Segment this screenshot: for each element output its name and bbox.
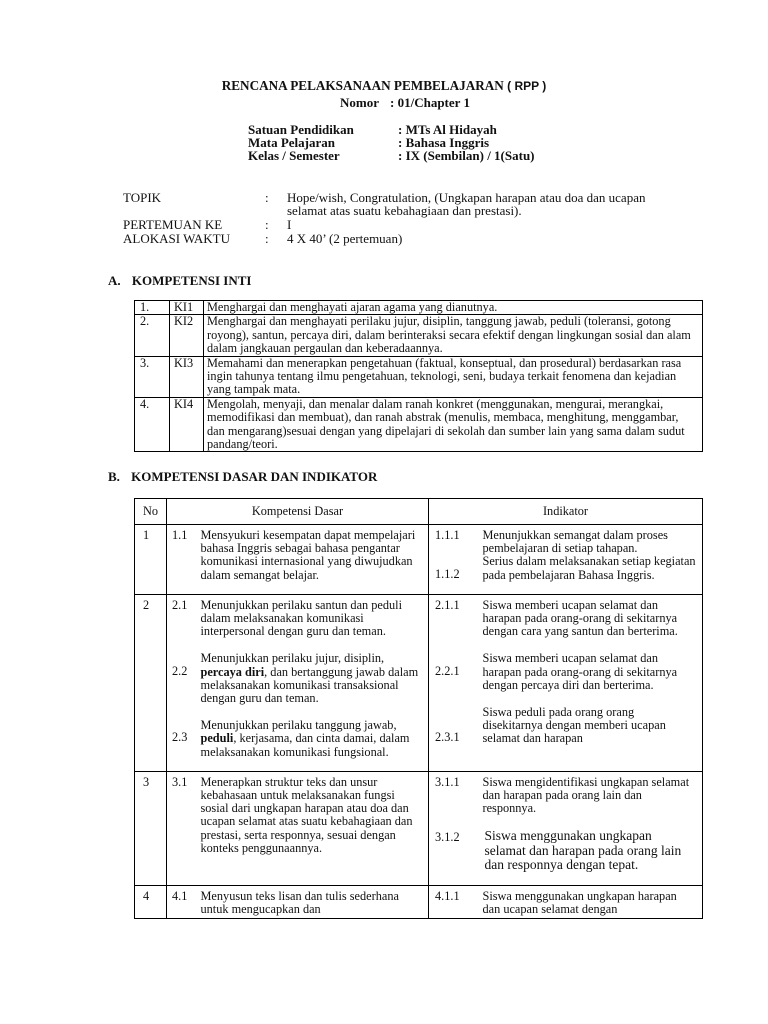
table-header-row xyxy=(135,499,703,525)
document-title xyxy=(0,79,768,93)
row-code: KI4 xyxy=(170,397,204,452)
row-number: 2. xyxy=(135,315,170,356)
indicator-texts xyxy=(479,594,703,771)
indicator-text: Serius dalam melaksanakan setiap kegiatan pada pembelajaran Bahasa Inggris. xyxy=(482,554,696,582)
header-no: No xyxy=(135,499,167,525)
title-suffix: ( RPP ) xyxy=(507,79,547,93)
indicator-texts xyxy=(479,771,703,885)
identity-row xyxy=(248,149,648,162)
indicator-number: 2.2.1 xyxy=(435,664,460,679)
indicator-texts xyxy=(479,525,703,595)
section-b-heading xyxy=(108,470,377,483)
kd-number: 3.1 xyxy=(167,771,197,885)
title-text: RENCANA PELAKSANAAN PEMBELAJARAN xyxy=(221,78,504,93)
kd-number: 1.1 xyxy=(167,525,197,595)
kd-text: Mensyukuri kesempatan dapat mempelajari bahasa Inggris sebagai bahasa pengantar komunikasi internasional yang diwujudkan dalam semangat belajar. xyxy=(197,525,429,595)
header-indikator: Indikator xyxy=(429,499,703,525)
kd-text: Menunjukkan perilaku tanggung jawab, peduli, kerjasama, dan cinta damai, dalam melaksanakan komunikasi fungsional. xyxy=(200,718,410,759)
kd-numbers xyxy=(167,594,197,771)
indicator-text: Siswa mengidentifikasi ungkapan selamat dan harapan pada orang lain dan responnya. xyxy=(482,774,690,816)
indicator-numbers xyxy=(429,594,479,771)
group-number: 2 xyxy=(135,594,167,771)
kompetensi-inti-table xyxy=(134,300,703,452)
document-number xyxy=(340,96,470,109)
indicator-text: Siswa menggunakan ungkapan harapan dan ucapan selamat dengan xyxy=(479,885,703,918)
identity-value: : Bahasa Inggris xyxy=(398,135,490,150)
row-number: 4. xyxy=(135,397,170,452)
table-row xyxy=(135,301,703,315)
kd-text: Menerapkan struktur teks dan unsur kebahasaan untuk melaksanakan fungsi sosial dari ungkapan harapan atau doa dan ucapan selamat atas suatu kebahagiaan dan prestasi, serta responnya, sesuai dengan konteks penggunaannya. xyxy=(197,771,429,885)
indicator-numbers xyxy=(429,525,479,595)
identity-label: Kelas / Semester xyxy=(248,148,340,163)
meta-value: 4 X 40’ (2 pertemuan) xyxy=(287,231,403,246)
table-row xyxy=(135,315,703,356)
row-code: KI3 xyxy=(170,356,204,397)
group-number: 4 xyxy=(135,885,167,918)
group-number: 1 xyxy=(135,525,167,595)
identity-label: Mata Pelajaran xyxy=(248,135,336,150)
row-text: Memahami dan menerapkan pengetahuan (faktual, konseptual, dan prosedural) berdasarkan rasa ingin tahunya tentang ilmu pengetahuan, teknologi, seni, budaya terkait fenomena dan kejadian yang tampak mata. xyxy=(204,356,703,397)
nomor-label: Nomor xyxy=(340,95,379,110)
indicator-text: Menunjukkan semangat dalam proses pembelajaran di setiap tahapan. xyxy=(482,528,668,556)
table-row xyxy=(135,885,703,918)
identity-label: Satuan Pendidikan xyxy=(248,122,354,137)
row-number: 3. xyxy=(135,356,170,397)
indicator-text: Siswa memberi ucapan selamat dan harapan pada orang-orang di sekitarnya dengan percaya diri dan berterima. xyxy=(482,651,678,692)
meta-value: I xyxy=(287,217,292,232)
indicator-number: 3.1.2 xyxy=(435,830,460,845)
row-text: Menghargai dan menghayati ajaran agama yang dianutnya. xyxy=(204,301,703,315)
kd-number: 2.1 xyxy=(172,597,188,612)
row-number: 1. xyxy=(135,301,170,315)
meta-label: ALOKASI WAKTU xyxy=(123,231,231,246)
kd-texts xyxy=(197,594,429,771)
indicator-text: Siswa menggunakan ungkapan selamat dan harapan pada orang lain dan responnya dengan tepat. xyxy=(484,828,682,873)
indicator-number: 1.1.1 xyxy=(435,528,460,542)
kompetensi-dasar-table xyxy=(134,498,703,919)
section-letter: A. xyxy=(108,273,121,288)
meta-block xyxy=(123,191,683,246)
group-number: 3 xyxy=(135,771,167,885)
nomor-value: : 01/Chapter 1 xyxy=(390,95,470,110)
table-row xyxy=(135,356,703,397)
section-title: KOMPETENSI INTI xyxy=(131,273,252,288)
meta-sep: : xyxy=(265,190,269,205)
kd-number: 4.1 xyxy=(167,885,197,918)
meta-row-topik xyxy=(123,191,683,218)
kd-text: Menunjukkan perilaku jujur, disiplin, percaya diri, dan bertanggung jawab dalam melaksanakan komunikasi transaksional dengan guru dan teman. xyxy=(200,651,419,706)
identity-value: : MTs Al Hidayah xyxy=(398,122,497,137)
kd-text: Menunjukkan perilaku santun dan peduli dalam melaksanakan komunikasi interpersonal dengan guru dan teman. xyxy=(200,597,402,639)
indicator-number: 2.1.1 xyxy=(435,597,460,612)
row-text: Mengolah, menyaji, dan menalar dalam ranah konkret (menggunakan, mengurai, merangkai, memodifikasi dan membuat), dan ranah abstrak (menulis, membaca, menghitung, menggambar, dan mengarang)sesuai dengan yang dipelajari di sekolah dan sumber lain yang sama dalam sudut pandang/teori. xyxy=(204,397,703,452)
row-code: KI1 xyxy=(170,301,204,315)
kd-number: 2.3 xyxy=(172,730,188,745)
row-text: Menghargai dan menghayati perilaku jujur, disiplin, tanggung jawab, peduli (toleransi, gotong royong), santun, percaya diri, dalam berinteraksi secara efektif dengan lingkungan sosial dan alam dalam jangkauan pergaulan dan keberadaannya. xyxy=(204,315,703,356)
kd-number: 2.2 xyxy=(172,664,188,679)
header-kompetensi-dasar: Kompetensi Dasar xyxy=(167,499,429,525)
table-row xyxy=(135,525,703,595)
meta-label: PERTEMUAN KE xyxy=(123,217,223,232)
meta-label: TOPIK xyxy=(123,190,162,205)
indicator-number: 3.1.1 xyxy=(435,774,460,789)
table-row xyxy=(135,397,703,452)
section-title: KOMPETENSI DASAR DAN INDIKATOR xyxy=(131,469,378,484)
meta-sep: : xyxy=(265,231,269,246)
meta-sep: : xyxy=(265,217,269,232)
section-a-heading xyxy=(108,274,251,287)
indicator-number: 2.3.1 xyxy=(435,730,460,745)
section-letter: B. xyxy=(108,469,120,484)
meta-value: Hope/wish, Congratulation, (Ungkapan harapan atau doa dan ucapan selamat atas suatu kebahagiaan dan prestasi). xyxy=(287,190,646,218)
indicator-number: 1.1.2 xyxy=(435,567,460,582)
indicator-text: Siswa memberi ucapan selamat dan harapan pada orang-orang di sekitarnya dengan cara yang santun dan berterima. xyxy=(482,597,678,639)
identity-block xyxy=(248,123,648,162)
table-row xyxy=(135,594,703,771)
indicator-number: 4.1.1 xyxy=(429,885,479,918)
indicator-text: Siswa peduli pada orang orang disekitarnya dengan memberi ucapan selamat dan harapan xyxy=(482,705,666,746)
kd-text: Menyusun teks lisan dan tulis sederhana untuk mengucapkan dan xyxy=(197,885,429,918)
table-row xyxy=(135,771,703,885)
meta-row-alokasi xyxy=(123,232,683,246)
identity-value: : IX (Sembilan) / 1(Satu) xyxy=(398,148,535,163)
row-code: KI2 xyxy=(170,315,204,356)
indicator-numbers xyxy=(429,771,479,885)
meta-row-pertemuan xyxy=(123,218,683,232)
